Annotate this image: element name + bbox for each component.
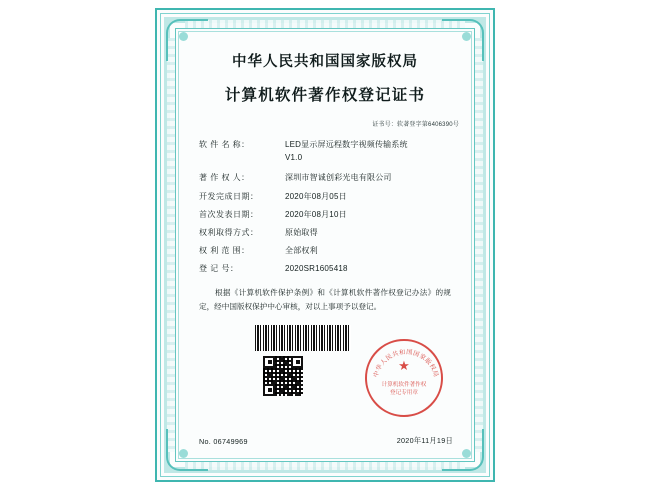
qr-code-icon	[263, 356, 303, 396]
field-label: 首次发表日期：	[199, 210, 259, 220]
field-list	[185, 140, 465, 274]
field-rights-acquisition	[199, 228, 457, 239]
seal-arc-text	[367, 341, 445, 419]
field-value: 深圳市智诚创彩光电有限公司	[285, 172, 392, 182]
copyright-certificate	[155, 8, 495, 482]
document-title: 计算机软件著作权登记证书	[224, 85, 426, 104]
guilloche-right	[475, 38, 483, 452]
seal-center-line2: 登记专用章	[390, 390, 418, 397]
certificate-footer	[199, 436, 453, 446]
guilloche-bottom	[185, 462, 465, 470]
field-rights-scope	[199, 246, 457, 257]
qr-eye-bottom-left	[263, 384, 275, 396]
field-registration-number	[199, 264, 457, 275]
certificate-content	[185, 38, 465, 452]
certificate-number: 证书号：软著登字第6406390号	[372, 122, 459, 128]
seal-arc-label: 中华人民共和国国家版权局	[372, 348, 440, 379]
barcode	[255, 325, 351, 351]
qr-eye-top-left	[263, 356, 275, 368]
field-label: 权 利 范 围：	[199, 245, 250, 255]
field-value: 2020年08月10日	[285, 210, 347, 220]
field-value	[285, 140, 457, 164]
qr-eye-top-right	[291, 356, 303, 368]
field-label: 开发完成日期：	[199, 192, 259, 202]
field-value-version: V1.0	[285, 152, 303, 162]
guilloche-top	[185, 20, 465, 28]
legal-statement: 根据《计算机软件保护条例》和《计算机软件著作权登记办法》的规定，经中国版权保护中心审核，对以上事项予以登记。	[199, 288, 451, 311]
field-software-name	[199, 140, 457, 164]
field-value: 原始取得	[285, 227, 318, 237]
serial-number: No. 06749969	[199, 437, 248, 446]
issuing-authority: 中华人民共和国国家版权局	[232, 53, 418, 70]
field-first-publication-date	[199, 210, 457, 221]
issue-date: 2020年11月19日	[396, 436, 453, 445]
official-seal	[365, 339, 443, 417]
field-label: 软 件 名 称：	[199, 140, 250, 149]
field-copyright-owner	[199, 173, 457, 184]
codes-area	[185, 325, 465, 399]
field-value: 全部权利	[285, 245, 318, 255]
field-value: 2020年08月05日	[285, 192, 347, 202]
field-label: 登 记 号：	[199, 263, 239, 273]
field-label: 权利取得方式：	[199, 227, 259, 237]
field-label: 著 作 权 人：	[199, 172, 250, 182]
guilloche-left	[167, 38, 175, 452]
seal-center-text	[367, 381, 441, 397]
field-value: 2020SR1605418	[285, 263, 348, 273]
field-development-completion-date	[199, 192, 457, 203]
star-icon: ★	[398, 357, 410, 373]
field-value-main: LED显示屏远程数字视频传输系统	[285, 140, 408, 149]
seal-center-line1: 计算机软件著作权	[381, 381, 427, 388]
